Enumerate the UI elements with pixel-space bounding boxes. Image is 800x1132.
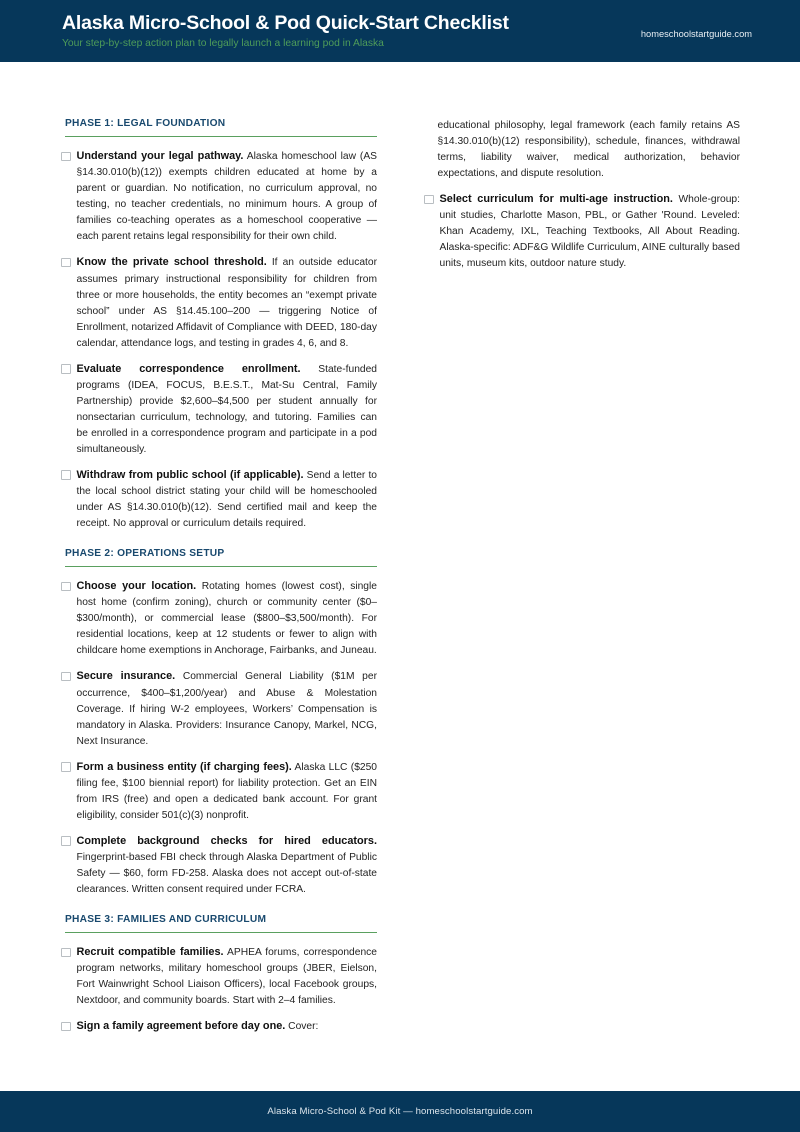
checklist-item[interactable] xyxy=(61,944,377,1009)
checklist-item-body: Rotating homes (lowest cost), single host home (confirm zoning), church or community center ($0–$300/month), or commercial lease ($800–$3,500/month). For residential locations, keep at 12 students or fewer to align with childcare home exemptions in Anchorage, Fairbanks, and Juneau. xyxy=(76,581,377,657)
checklist-item[interactable] xyxy=(424,191,740,272)
checklist-item-title: Evaluate correspondence enrollment. xyxy=(76,362,301,375)
checklist-item-body: Alaska homeschool law (AS §14.30.010(b)(12)) exempts children educated at home by a parent or guardian. No notification, no curriculum approval, no testing, no teacher credentials, no minimum hours. A group of families co-teaching operates as a homeschool cooperative — each parent retains legal responsibility for their own child. xyxy=(76,151,378,243)
phase-heading-3: PHASE 3: FAMILIES AND CURRICULUM xyxy=(65,913,267,925)
checkbox-icon[interactable] xyxy=(424,195,434,205)
checklist-item[interactable] xyxy=(61,467,377,532)
checkbox-icon[interactable] xyxy=(61,364,71,374)
checklist-item[interactable] xyxy=(61,148,377,245)
checklist-item-body: Send a letter to the local school district stating your child will be homeschooled under AS §14.30.010(b)(12). Send certified mail and keep the receipt. No approval or curriculum details required. xyxy=(76,469,377,530)
checkbox-icon[interactable] xyxy=(61,762,71,772)
checklist-item-text xyxy=(77,361,378,458)
checklist-item-text xyxy=(77,254,378,351)
checkbox-icon[interactable] xyxy=(61,582,71,592)
checklist-item-text xyxy=(77,467,378,532)
checklist-item-title: Choose your location. xyxy=(76,580,197,593)
checklist-item-text xyxy=(77,759,378,824)
header-titles xyxy=(62,12,509,50)
checklist-item-body: Whole-group: unit studies, Charlotte Mason, PBL, or Gather 'Round. Leveled: Khan Academy, IXL, Teaching Textbooks, All About Reading. Alaska-specific: ADF&G Wildlife Curriculum, AINE culturally based units, museum kits, outdoor nature study. xyxy=(439,194,740,270)
checkbox-icon[interactable] xyxy=(61,948,71,958)
checklist-item-title: Recruit compatible families. xyxy=(76,946,224,959)
checkbox-icon[interactable] xyxy=(61,1022,71,1032)
content-area xyxy=(0,62,800,1091)
checklist-item-body: Alaska LLC ($250 filing fee, $100 biennial report) for liability protection. Get an EIN from IRS (free) and open a dedicated bank account. For grant eligibility, consider 501(c)(3) nonprofit. xyxy=(76,761,377,821)
right-column xyxy=(424,118,740,272)
checklist-item-text xyxy=(77,833,378,898)
checklist-item-title: Complete background checks for hired educators. xyxy=(76,834,377,847)
checklist-item-text xyxy=(77,148,378,245)
checklist-item-title: Understand your legal pathway. xyxy=(76,150,244,163)
phase-divider-3 xyxy=(65,932,377,933)
phase-heading-2: PHASE 2: OPERATIONS SETUP xyxy=(65,548,225,560)
checklist-item[interactable] xyxy=(61,361,377,458)
phase-block-1 xyxy=(61,118,377,532)
header-website-url: homeschoolstartguide.com xyxy=(640,29,752,39)
checkbox-icon[interactable] xyxy=(61,470,71,480)
checklist-item-body: If an outside educator assumes primary instructional responsibility for children from three or more households, the entity becomes an “exempt private school” under AS §14.45.100–200 — triggering Notice of Enrollment, notarized Affidavit of Compliance with DEED, 180-day calendar, attendance logs, and testing in grades 4, 6, and 8. xyxy=(76,257,377,349)
checklist-item[interactable] xyxy=(61,833,377,898)
checklist-item-body: APHEA forums, correspondence program networks, military homeschool groups (JBER, Eielson, Fort Wainwright School Liaison Officers), local Facebook groups, Nextdoor, and community boards. Start with 2–4 families. xyxy=(76,947,377,1007)
page-subtitle: Your step-by-step action plan to legally launch a learning pod in Alaska xyxy=(62,37,384,49)
footer-text: Alaska Micro-School & Pod Kit — homeschoolstartguide.com xyxy=(267,1106,533,1117)
checklist-item-title: Know the private school threshold. xyxy=(76,256,267,269)
checklist-item[interactable] xyxy=(61,759,377,824)
checklist-item[interactable] xyxy=(61,254,377,351)
checkbox-icon[interactable] xyxy=(61,836,71,846)
checklist-item-body: State-funded programs (IDEA, FOCUS, B.E.S.T., Mat-Su Central, Family Partnership) provide $2,600–$4,500 per student annually for nonsectarian curriculum, technology, and tutoring. Families can be enrolled in a correspondence program and participate in a pod simultaneously. xyxy=(76,363,377,455)
phase-divider-2 xyxy=(65,566,377,567)
phase-heading-1: PHASE 1: LEGAL FOUNDATION xyxy=(65,118,226,129)
checklist-item-text xyxy=(440,191,741,272)
checkbox-icon[interactable] xyxy=(61,258,71,268)
checklist-item-title: Select curriculum for multi-age instruction. xyxy=(439,193,673,206)
left-column xyxy=(61,118,377,1049)
checklist-item-text xyxy=(77,668,378,749)
page-title: Alaska Micro-School & Pod Quick-Start Checklist xyxy=(62,12,509,35)
checklist-item-body: Fingerprint-based FBI check through Alaska Department of Public Safety — $60, form FD-258. Alaska does not accept out-of-state clearances. Written consent required under FCRA. xyxy=(76,851,377,895)
continuation-paragraph: educational philosophy, legal framework (each family retains AS §14.30.010(b)(12) responsibility), schedule, finances, withdrawal terms, liability waiver, medical authorization, behavior expectations, and dispute resolution. xyxy=(437,120,740,180)
checkbox-icon[interactable] xyxy=(61,672,71,682)
checklist-item-body: Cover: xyxy=(285,1021,319,1033)
page-header xyxy=(0,0,800,62)
phase-block-3 xyxy=(61,914,377,1035)
checklist-item-text xyxy=(77,944,378,1009)
checklist-item-title: Sign a family agreement before day one. xyxy=(76,1020,286,1033)
checklist-item-body: Commercial General Liability ($1M per occurrence, $400–$1,200/year) and Abuse & Molestation Coverage. If hiring W-2 employees, Workers’ Compensation is mandatory in Alaska. Providers: Insurance Canopy, Markel, NCG, Next Insurance. xyxy=(76,671,377,747)
checklist-item-title: Form a business entity (if charging fees). xyxy=(76,760,292,773)
phase-divider-1 xyxy=(65,136,377,137)
checkbox-icon[interactable] xyxy=(61,152,71,162)
checklist-item[interactable] xyxy=(61,668,377,749)
checklist-item[interactable] xyxy=(61,578,377,659)
checklist-item-title: Secure insurance. xyxy=(76,670,176,683)
checklist-item-title: Withdraw from public school (if applicable). xyxy=(76,468,304,481)
checklist-item[interactable] xyxy=(61,1018,377,1035)
checklist-item-text xyxy=(77,578,378,659)
phase-block-2 xyxy=(61,548,377,898)
checklist-item-text xyxy=(77,1018,378,1035)
page-footer xyxy=(0,1091,800,1132)
